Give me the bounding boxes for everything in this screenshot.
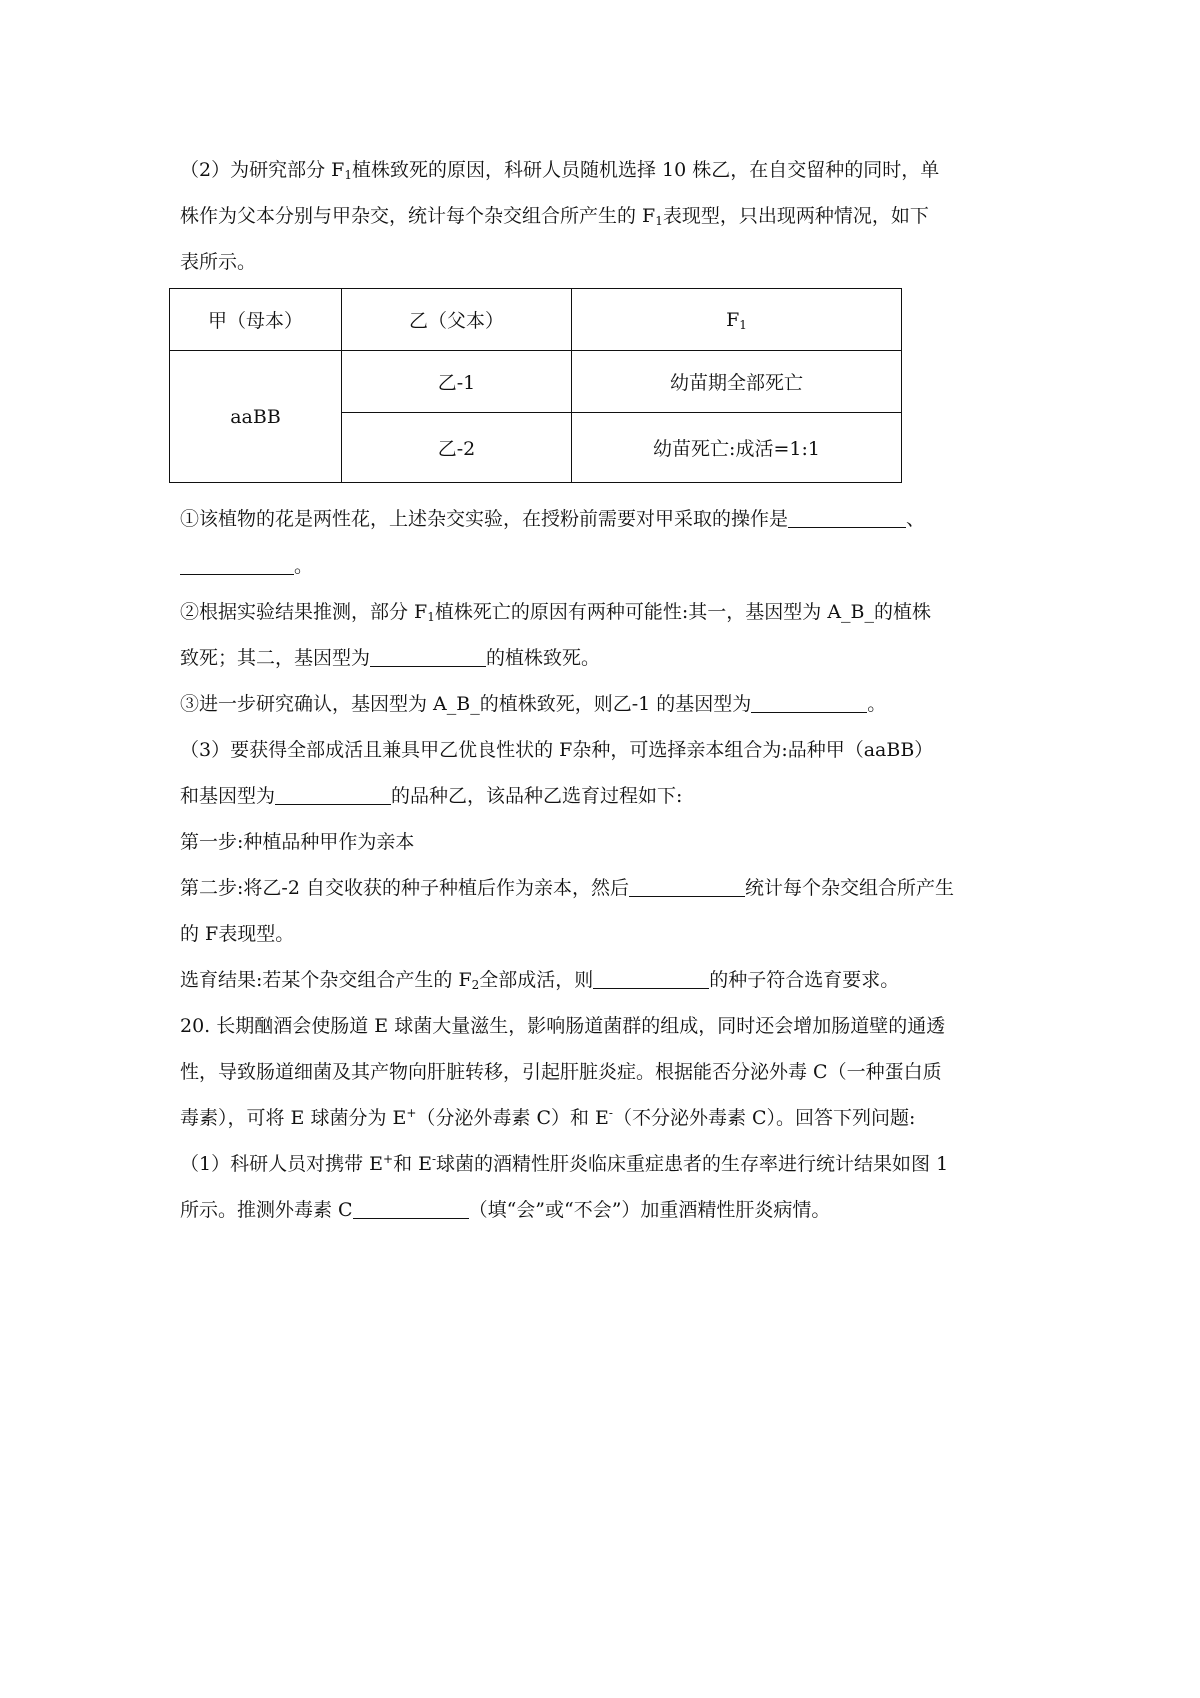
q3-line-1: （3）要获得全部成活且兼具甲乙优良性状的 F杂种，可选择亲本组合为:品种甲（aaBB） — [180, 739, 934, 761]
table-header-row — [170, 289, 902, 351]
q2-intro-line-1: （2）为研究部分 $F_1$植株致死的原因，科研人员随机选择 10 株乙，在自交留种的同时，单 — [180, 159, 940, 182]
father-cell: 乙-1 — [342, 351, 572, 413]
answer-blank[interactable] — [629, 876, 745, 897]
q2-part-3: ③进一步研究确认，基因型为 A_B_的植株致死，则乙-1 的基因型为 。 — [180, 693, 887, 715]
q20-line-4: （1）科研人员对携带 E+和 E-球菌的酒精性肝炎临床重症患者的生存率进行统计结果如图 1 — [180, 1152, 949, 1175]
answer-blank[interactable] — [370, 646, 486, 667]
header-father: 乙（父本） — [342, 289, 572, 351]
answer-blank[interactable] — [180, 554, 294, 575]
mother-genotype: aaBB — [170, 351, 342, 483]
q2-part-2: ②根据实验结果推测，部分 $F_1$植株死亡的原因有两种可能性:其一，基因型为 A_B_的植株 — [180, 601, 932, 624]
q20-line-1: 20. 长期酗酒会使肠道 E 球菌大量滋生，影响肠道菌群的组成，同时还会增加肠道壁的通透 — [180, 1015, 946, 1037]
q2-part-1: ①该植物的花是两性花，上述杂交实验，在授粉前需要对甲采取的操作是 、 — [180, 508, 926, 530]
q2-part-1-cont: 。 — [180, 552, 1020, 580]
q2-intro-line-2: 株作为父本分别与甲杂交，统计每个杂交组合所产生的 $F_1$表现型，只出现两种情况，如下 — [180, 205, 929, 228]
cross-results-table — [169, 288, 902, 483]
result-cell: 幼苗期全部死亡 — [572, 351, 902, 413]
header-mother: 甲（母本） — [170, 289, 342, 351]
father-cell: 乙-2 — [342, 413, 572, 483]
q3-line-2: 和基因型为 的品种乙，该品种乙选育过程如下: — [180, 785, 683, 807]
answer-blank[interactable] — [593, 968, 709, 989]
q3-step-2-cont: 的 F表现型。 — [180, 923, 295, 945]
result-cell: 幼苗死亡:成活=1:1 — [572, 413, 902, 483]
header-f1: $F_1$ — [572, 289, 902, 351]
answer-blank[interactable] — [751, 692, 867, 713]
q3-result: 选育结果:若某个杂交组合产生的 $F_2$全部成活，则 的种子符合选育要求。 — [180, 969, 900, 992]
q20-line-3: 毒素），可将 E 球菌分为 E+（分泌外毒素 C）和 E-（不分泌外毒素 C）。回答下列问题: — [180, 1106, 916, 1129]
q2-part-2-cont: 致死；其二，基因型为 的植株致死。 — [180, 647, 601, 669]
answer-blank[interactable] — [788, 507, 906, 528]
table-row — [170, 351, 902, 413]
answer-blank[interactable] — [353, 1198, 469, 1219]
q20-line-5: 所示。推测外毒素 C （填“会”或“不会”）加重酒精性肝炎病情。 — [180, 1199, 831, 1221]
q20-line-2: 性，导致肠道细菌及其产物向肝脏转移，引起肝脏炎症。根据能否分泌外毒 C（一种蛋白质 — [180, 1061, 942, 1083]
answer-blank[interactable] — [275, 784, 391, 805]
q3-step-1: 第一步:种植品种甲作为亲本 — [180, 831, 415, 853]
q3-step-2: 第二步:将乙-2 自交收获的种子种植后作为亲本，然后 统计每个杂交组合所产生 — [180, 877, 954, 899]
q2-intro-line-3: 表所示。 — [180, 251, 257, 273]
